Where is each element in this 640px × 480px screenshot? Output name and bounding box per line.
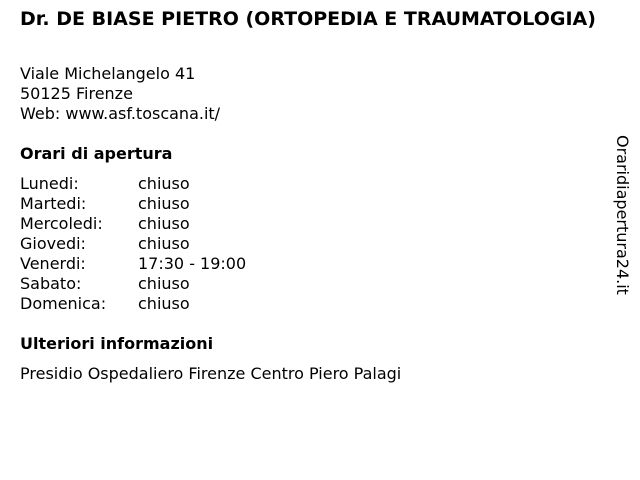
- opening-hours-heading: Orari di apertura: [20, 144, 173, 163]
- hours-row-thursday: [20, 234, 246, 254]
- hours-time: 17:30 - 19:00: [138, 254, 247, 273]
- page-title: Dr. DE BIASE PIETRO (ORTOPEDIA E TRAUMATOLOGIA): [20, 8, 596, 30]
- hours-day: Martedi:: [20, 194, 87, 213]
- hours-row-saturday: [20, 274, 246, 294]
- more-info-text: Presidio Ospedaliero Firenze Centro Piero Palagi: [20, 364, 402, 383]
- hours-row-tuesday: [20, 194, 246, 214]
- address-street: Viale Michelangelo 41: [20, 64, 196, 83]
- more-info-heading: Ulteriori informazioni: [20, 334, 214, 353]
- hours-day: Domenica:: [20, 294, 107, 313]
- hours-time: chiuso: [138, 274, 190, 293]
- hours-row-monday: [20, 174, 246, 194]
- hours-day: Mercoledi:: [20, 214, 103, 233]
- hours-row-friday: [20, 254, 246, 274]
- hours-day: Sabato:: [20, 274, 82, 293]
- hours-day: Lunedi:: [20, 174, 79, 193]
- address-block: [20, 64, 220, 124]
- hours-time: chiuso: [138, 234, 190, 253]
- hours-row-sunday: [20, 294, 246, 314]
- hours-time: chiuso: [138, 174, 190, 193]
- hours-time: chiuso: [138, 294, 190, 313]
- website-link[interactable]: Web: www.asf.toscana.it/: [20, 104, 221, 123]
- opening-hours-table: [20, 174, 246, 314]
- address-city: 50125 Firenze: [20, 84, 133, 103]
- hours-time: chiuso: [138, 214, 190, 233]
- site-watermark: Oraridiapertura24.it: [613, 135, 632, 295]
- hours-row-wednesday: [20, 214, 246, 234]
- hours-day: Venerdi:: [20, 254, 86, 273]
- hours-day: Giovedi:: [20, 234, 86, 253]
- hours-time: chiuso: [138, 194, 190, 213]
